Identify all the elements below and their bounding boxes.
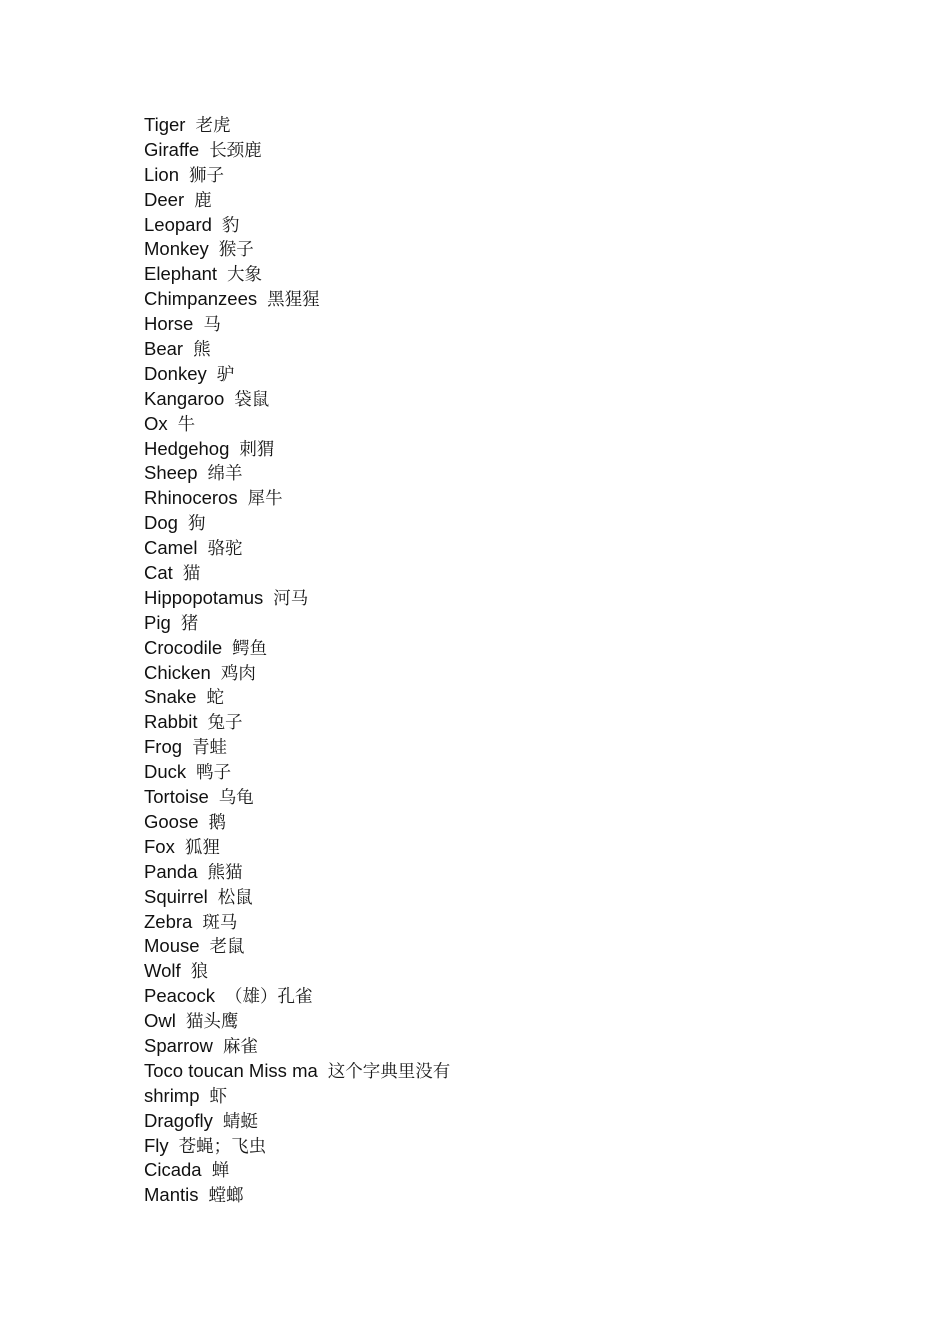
vocab-entry <box>144 1183 450 1208</box>
english-word: Chimpanzees <box>144 288 258 310</box>
vocab-entry <box>144 262 450 287</box>
chinese-translation: 刺猬 <box>239 439 275 460</box>
vocab-entry <box>144 412 450 437</box>
english-word: Kangaroo <box>144 387 225 409</box>
chinese-translation: 鸡肉 <box>220 663 256 684</box>
vocab-entry <box>144 760 450 785</box>
chinese-translation: （雄）孔雀 <box>224 987 313 1008</box>
english-word: Dog <box>144 512 178 534</box>
chinese-translation: 老虎 <box>195 116 231 136</box>
chinese-translation: 螳螂 <box>208 1186 244 1207</box>
english-word: Monkey <box>144 238 209 260</box>
chinese-translation: 长颈鹿 <box>209 140 262 161</box>
chinese-translation: 蛇 <box>206 688 224 709</box>
chinese-translation: 乌龟 <box>218 788 254 809</box>
english-word: Sheep <box>144 462 198 484</box>
vocab-entry <box>144 810 450 835</box>
english-word: Rhinoceros <box>144 487 238 509</box>
vocab-entry <box>144 113 450 138</box>
chinese-translation: 麻雀 <box>222 1036 258 1057</box>
english-word: Duck <box>144 761 187 783</box>
chinese-translation: 猫 <box>182 564 201 585</box>
english-word: Toco toucan Miss ma <box>144 1059 318 1081</box>
english-word: Panda <box>144 860 198 882</box>
chinese-translation: 河马 <box>273 588 309 609</box>
chinese-translation: 绵羊 <box>207 464 243 485</box>
english-word: Mantis <box>144 1184 199 1206</box>
english-word: Donkey <box>144 362 207 384</box>
english-word: Bear <box>144 338 184 360</box>
vocab-entry <box>144 1158 450 1183</box>
chinese-translation: 猪 <box>180 613 199 634</box>
chinese-translation: 蝉 <box>211 1161 230 1182</box>
english-word: Sparrow <box>144 1034 213 1056</box>
english-word: Camel <box>144 537 198 559</box>
english-word: Dragofly <box>144 1109 213 1131</box>
chinese-translation: 鹅 <box>208 812 227 833</box>
chinese-translation: 鳄鱼 <box>232 638 268 659</box>
english-word: Peacock <box>144 985 215 1007</box>
chinese-translation: 豹 <box>221 215 240 236</box>
english-word: Fly <box>144 1134 169 1156</box>
vocab-entry <box>144 287 450 312</box>
vocab-entry <box>144 511 450 536</box>
english-word: shrimp <box>144 1084 200 1106</box>
vocab-entry <box>144 536 450 561</box>
english-word: Squirrel <box>144 885 208 907</box>
vocab-entry <box>144 1034 450 1059</box>
vocab-entry <box>144 486 450 511</box>
chinese-translation: 狐狸 <box>184 837 220 858</box>
vocab-entry <box>144 885 450 910</box>
chinese-translation: 袋鼠 <box>234 389 270 410</box>
chinese-translation: 熊 <box>193 340 211 361</box>
english-word: Deer <box>144 188 185 210</box>
vocabulary-list <box>144 113 450 1208</box>
chinese-translation: 斑马 <box>202 912 238 933</box>
vocab-entry <box>144 461 450 486</box>
vocab-entry <box>144 1059 450 1084</box>
vocab-entry <box>144 835 450 860</box>
english-word: Elephant <box>144 263 218 285</box>
chinese-translation: 虾 <box>209 1086 228 1107</box>
english-word: Pig <box>144 611 171 633</box>
english-word: Owl <box>144 1010 176 1032</box>
vocab-entry <box>144 1134 450 1159</box>
chinese-translation: 驴 <box>216 364 235 385</box>
chinese-translation: 狗 <box>187 514 206 535</box>
english-word: Mouse <box>144 935 200 957</box>
chinese-translation: 狮子 <box>188 165 224 186</box>
english-word: Zebra <box>144 910 193 932</box>
vocab-entry <box>144 1084 450 1109</box>
english-word: Cat <box>144 562 173 584</box>
vocab-entry <box>144 685 450 710</box>
vocab-entry <box>144 1109 450 1134</box>
chinese-translation: 熊猫 <box>207 862 243 883</box>
vocab-entry <box>144 387 450 412</box>
english-word: Cicada <box>144 1159 202 1181</box>
english-word: Horse <box>144 313 194 335</box>
vocab-entry <box>144 934 450 959</box>
chinese-translation: 松鼠 <box>217 887 253 908</box>
chinese-translation: 骆驼 <box>207 539 243 560</box>
vocab-entry <box>144 661 450 686</box>
vocab-entry <box>144 163 450 188</box>
vocab-entry <box>144 213 450 238</box>
chinese-translation: 犀牛 <box>247 489 283 510</box>
chinese-translation: 狼 <box>190 962 209 983</box>
english-word: Crocodile <box>144 636 223 658</box>
vocab-entry <box>144 188 450 213</box>
chinese-translation: 牛 <box>177 414 196 435</box>
english-word: Frog <box>144 736 183 758</box>
chinese-translation: 鹿 <box>194 190 212 211</box>
chinese-translation: 猫头鹰 <box>185 1012 239 1033</box>
vocab-entry <box>144 312 450 337</box>
english-word: Snake <box>144 686 197 708</box>
chinese-translation: 大象 <box>227 265 263 286</box>
chinese-translation: 兔子 <box>207 713 243 734</box>
chinese-translation: 蜻蜓 <box>222 1111 258 1132</box>
english-word: Lion <box>144 163 179 185</box>
english-word: Hippopotamus <box>144 586 264 608</box>
chinese-translation: 苍蝇；飞虫 <box>178 1136 267 1157</box>
english-word: Wolf <box>144 960 181 982</box>
vocab-entry <box>144 785 450 810</box>
vocab-entry <box>144 984 450 1009</box>
chinese-translation: 青蛙 <box>192 738 228 759</box>
english-word: Tiger <box>144 114 186 135</box>
vocab-entry <box>144 735 450 760</box>
english-word: Chicken <box>144 661 211 683</box>
vocab-entry <box>144 561 450 586</box>
vocab-entry <box>144 337 450 362</box>
chinese-translation: 黑猩猩 <box>267 290 320 311</box>
chinese-translation: 这个字典里没有 <box>327 1061 451 1082</box>
vocab-entry <box>144 1009 450 1034</box>
vocab-entry <box>144 910 450 935</box>
vocab-entry <box>144 860 450 885</box>
english-word: Hedgehog <box>144 437 230 459</box>
vocab-entry <box>144 636 450 661</box>
vocab-entry <box>144 611 450 636</box>
vocab-entry <box>144 362 450 387</box>
chinese-translation: 鸭子 <box>196 763 232 784</box>
chinese-translation: 猴子 <box>218 240 254 261</box>
chinese-translation: 老鼠 <box>209 937 245 958</box>
english-word: Fox <box>144 835 175 857</box>
english-word: Goose <box>144 810 199 832</box>
vocab-entry <box>144 586 450 611</box>
vocab-entry <box>144 710 450 735</box>
vocab-entry <box>144 959 450 984</box>
english-word: Giraffe <box>144 138 200 160</box>
english-word: Ox <box>144 412 168 434</box>
vocab-entry <box>144 237 450 262</box>
vocab-entry <box>144 437 450 462</box>
vocab-entry <box>144 138 450 163</box>
english-word: Rabbit <box>144 711 198 733</box>
english-word: Tortoise <box>144 786 209 808</box>
chinese-translation: 马 <box>203 315 221 336</box>
english-word: Leopard <box>144 213 212 235</box>
